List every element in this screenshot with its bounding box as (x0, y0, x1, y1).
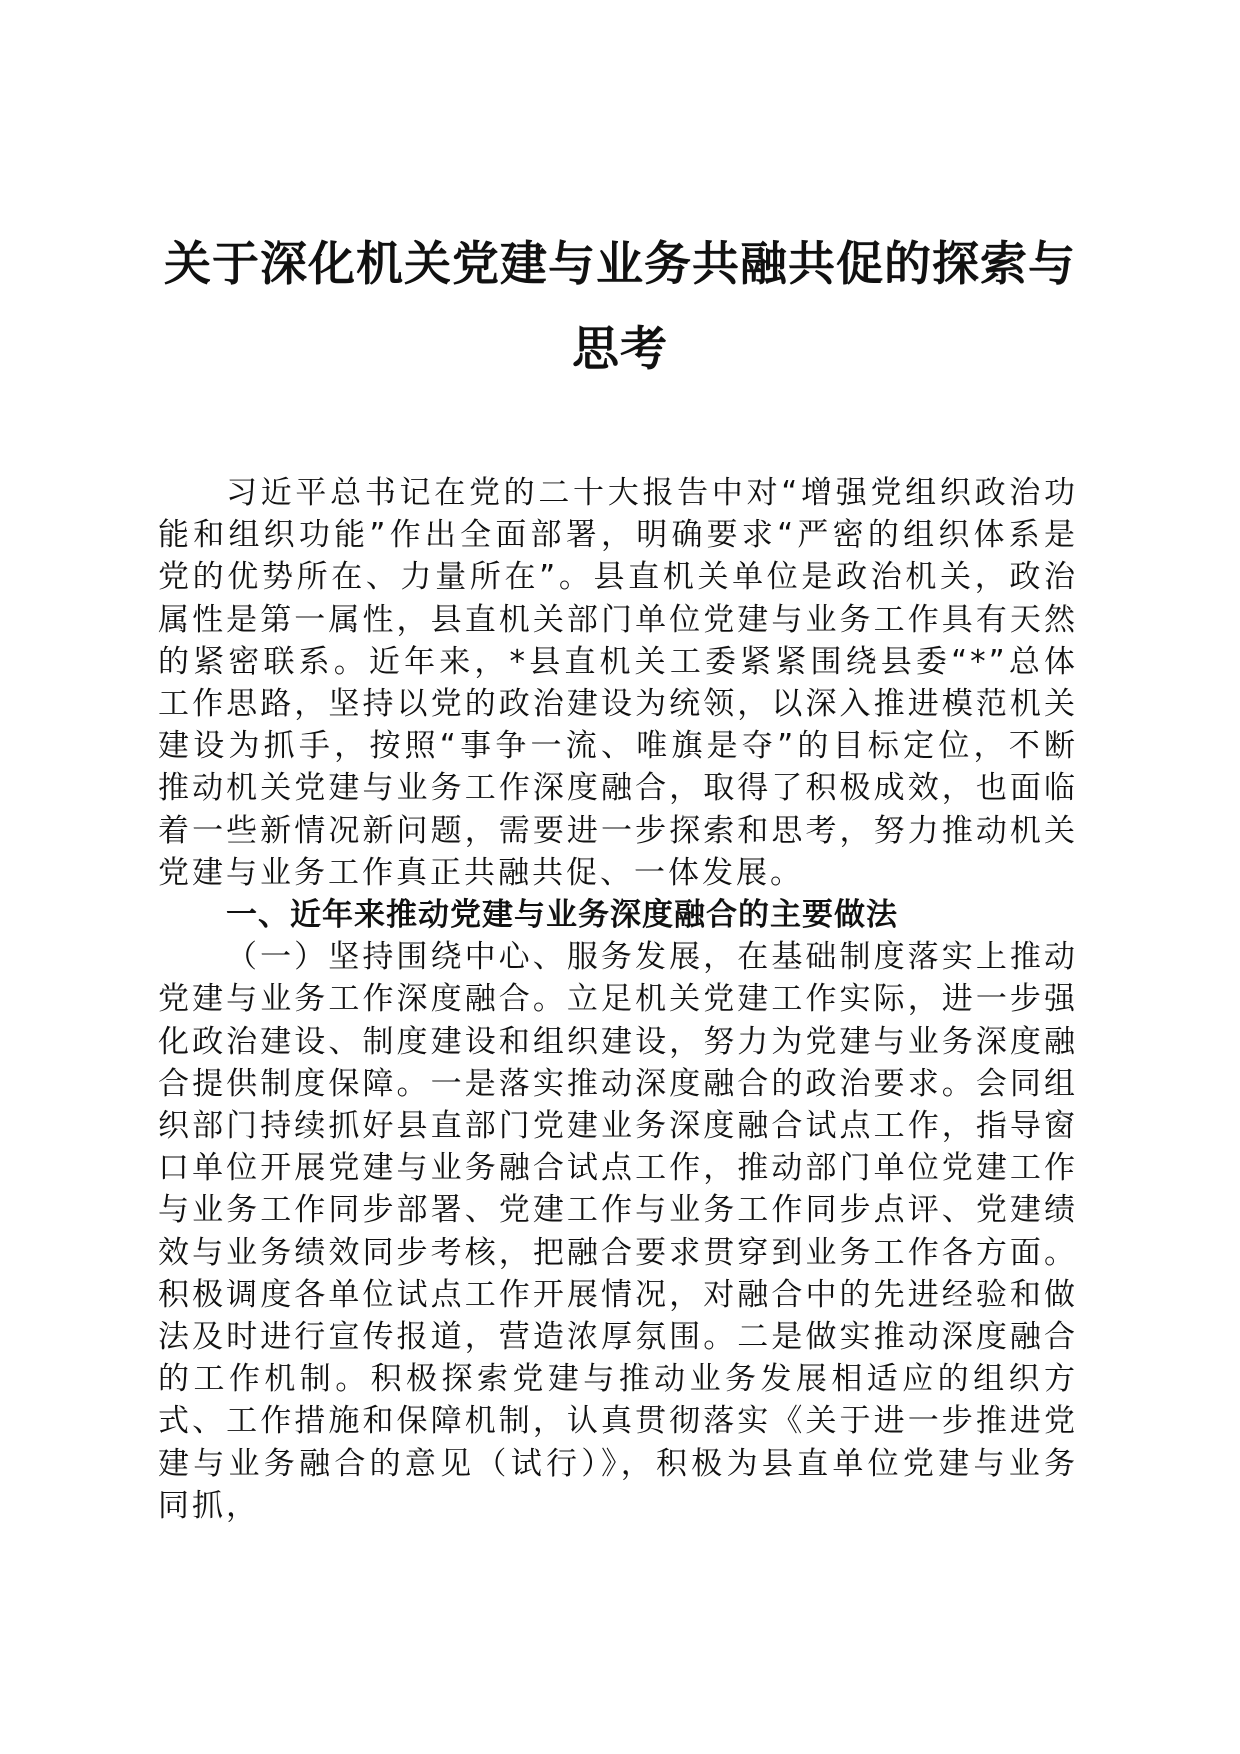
section-heading: 一、近年来推动党建与业务深度融合的主要做法 (226, 897, 898, 934)
intro-paragraph: 习近平总书记在党的二十大报告中对“增强党组织政治功能和组织功能”作出全面部署，明确要求“严密的组织体系是党的优势所在、力量所在”。县直机关单位是政治机关，政治属性是第一属性，县直机关部门单位党建与业务工作具有天然的紧密联系。近年来，*县直机关工委紧紧围绕县委“*”总体工作思路，坚持以党的政治建设为统领，以深入推进模范机关建设为抓手，按照“事争一流、唯旗是夺”的目标定位，不断推动机关党建与业务工作深度融合，取得了积极成效，也面临着一些新情况新问题，需要进一步探索和思考，努力推动机关党建与业务工作真正共融共促、一体发展。 (158, 475, 1078, 891)
section-paragraph: （一）坚持围绕中心、服务发展，在基础制度落实上推动党建与业务工作深度融合。立足机关党建工作实际，进一步强化政治建设、制度建设和组织建设，努力为党建与业务深度融合提供制度保障。一是落实推动深度融合的政治要求。会同组织部门持续抓好县直部门党建业务深度融合试点工作，指导窗口单位开展党建与业务融合试点工作，推动部门单位党建工作与业务工作同步部署、党建工作与业务工作同步点评、党建绩效与业务绩效同步考核，把融合要求贯穿到业务工作各方面。积极调度各单位试点工作开展情况，对融合中的先进经验和做法及时进行宣传报道，营造浓厚氛围。二是做实推动深度融合的工作机制。积极探索党建与推动业务发展相适应的组织方式、工作措施和保障机制，认真贯彻落实《关于进一步推进党建与业务融合的意见（试行）》，积极为县直单位党建与业务同抓， (158, 939, 1078, 1524)
document-body (158, 472, 1078, 1527)
document-title: 关于深化机关党建与业务共融共促的探索与思考 (164, 237, 1076, 377)
